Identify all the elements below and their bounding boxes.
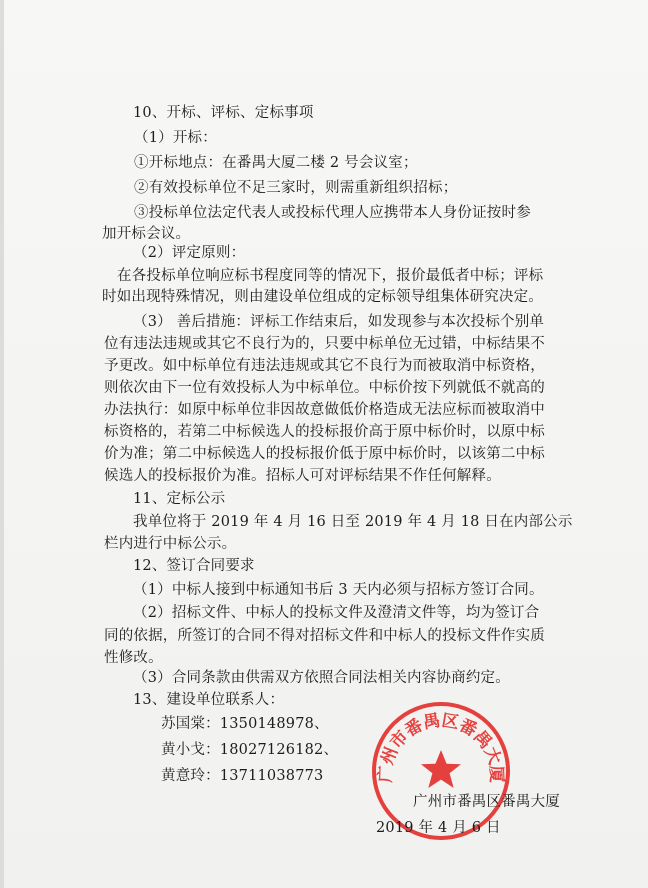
seal-text: 广州市番禺区番禺大厦 bbox=[375, 710, 507, 784]
section-10-para-2-line-2: 时如出现特殊情况，则由建设单位组成的定标领导组集体研究决定。 bbox=[102, 289, 543, 305]
section-11-line-2: 栏内进行中标公示。 bbox=[104, 536, 237, 552]
section-12-heading: 12、签订合同要求 bbox=[133, 558, 255, 574]
signature-date: 2019 年 4 月 6 日 bbox=[376, 820, 501, 836]
section-10-para-3-line-5: 办法执行：如原中标单位非因故意做低价格造成无法应标而被取消中 bbox=[104, 402, 545, 418]
section-12-item-3: （3）合同条款由供需双方依照合同法相关内容协商约定。 bbox=[133, 670, 510, 686]
section-10-para-3-line-3: 予更改。如中标单位有违法违规或其它不良行为而被取消中标资格， bbox=[104, 358, 545, 374]
section-10-item-1: ①开标地点：在番禺大厦二楼 2 号会议室； bbox=[134, 155, 418, 171]
signature-organization: 广州市番禺区番禺大厦 bbox=[413, 794, 560, 810]
section-10-para-3-line-8: 候选人的投标报价为准。招标人可对评标结果不作任何解释。 bbox=[104, 468, 501, 484]
section-12-item-1: （1）中标人接到中标通知书后 3 天内必须与招标方签订合同。 bbox=[133, 582, 544, 598]
section-11-line-1: 我单位将于 2019 年 4 月 16 日至 2019 年 4 月 18 日在内部公示 bbox=[133, 514, 573, 530]
contact-su: 苏国棠：1350148978、 bbox=[161, 716, 329, 732]
section-10-item-2: ②有效投标单位不足三家时，则需重新组织招标； bbox=[134, 180, 458, 196]
section-10-para-3-line-6: 标资格的，若第二中标候选人的投标报价高于原中标价时，以原中标 bbox=[104, 424, 545, 440]
section-12-item-2-line-1: （2）招标文件、中标人的投标文件及澄清文件等，均为签订合 bbox=[133, 605, 540, 621]
seal-star-icon bbox=[421, 750, 461, 788]
section-11-heading: 11、定标公示 bbox=[133, 491, 226, 507]
section-12-item-2-line-3: 性修改。 bbox=[104, 650, 163, 666]
section-10-sub-2: （2）评定原则： bbox=[133, 245, 246, 261]
section-10-para-3-line-7: 价为准；第二中标候选人的投标报价低于原中标价时，以该第二中标 bbox=[104, 446, 545, 462]
section-13-heading: 13、建设单位联系人： bbox=[133, 692, 285, 708]
section-10-sub-1: （1）开标： bbox=[134, 130, 217, 146]
contact-huang-xiaoge: 黄小戈：18027126182、 bbox=[161, 742, 339, 758]
section-10-para-3-line-4: 则依次由下一位有效投标人为中标单位。中标价按下列就低不就高的 bbox=[104, 380, 545, 396]
section-10-para-3-line-1: （3） 善后措施：评标工作结束后，如发现参与本次投标个别单 bbox=[133, 314, 545, 330]
section-10-para-2-line-1: 在各投标单位响应标书程度同等的情况下，报价最低者中标；评标 bbox=[117, 268, 544, 284]
contact-huang-yiling: 黄意玲：13711038773 bbox=[161, 768, 324, 784]
section-10-item-3-line-2: 加开标会议。 bbox=[102, 226, 191, 242]
section-10-para-3-line-2: 位有违法违规或其它不良行为的，只要中标单位无过错，中标结果不 bbox=[104, 336, 545, 352]
scan-edge bbox=[0, 0, 4, 888]
section-10-item-3-line-1: ③投标单位法定代表人或投标代理人应携带本人身份证按时参 bbox=[134, 205, 531, 221]
section-10-heading: 10、开标、评标、定标事项 bbox=[133, 105, 314, 121]
section-12-item-2-line-2: 同的依据，所签订的合同不得对招标文件和中标人的投标文件作实质 bbox=[104, 628, 545, 644]
